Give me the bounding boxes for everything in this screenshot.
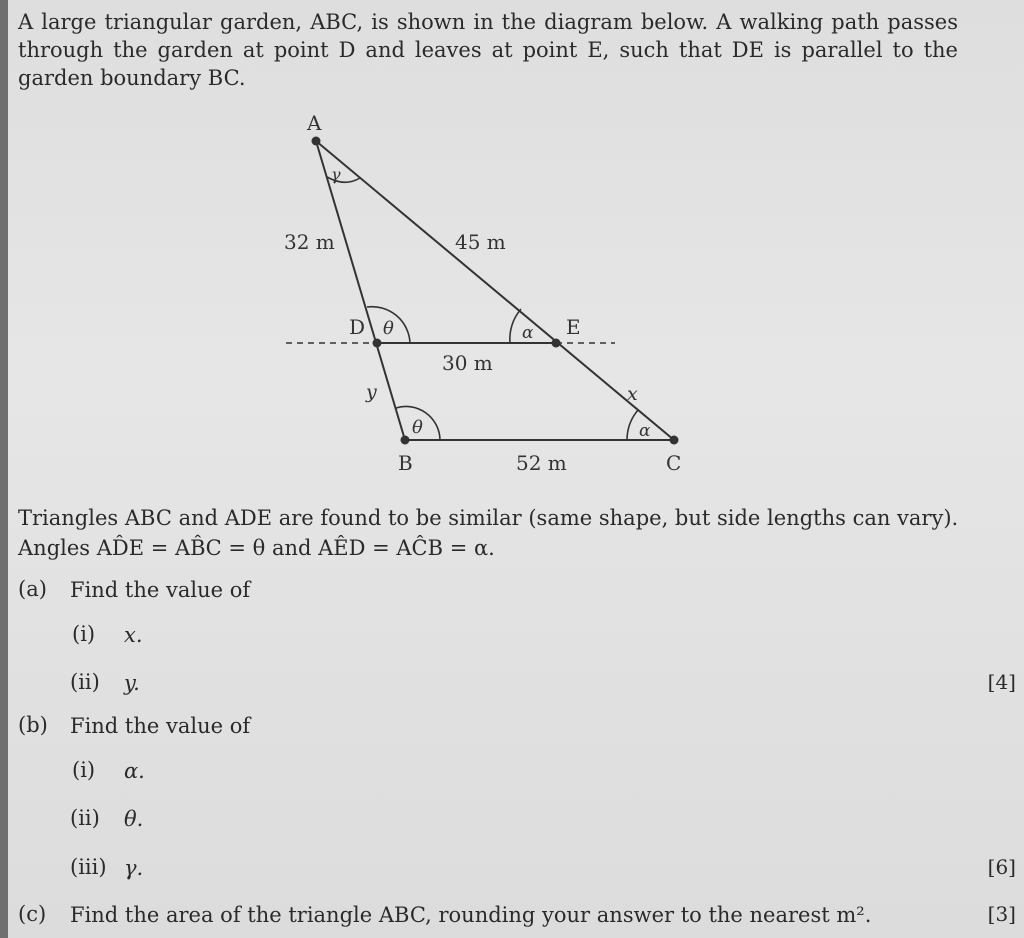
label-angle-alpha-e: α xyxy=(522,323,534,343)
point-b-dot xyxy=(401,436,410,445)
question-a-label: (a) xyxy=(18,577,47,601)
question-a-text: Find the value of xyxy=(70,578,251,602)
question-a-ii-text: y. xyxy=(124,671,140,695)
label-angle-theta-b: θ xyxy=(412,417,423,438)
label-length-bc: 52 m xyxy=(516,451,567,475)
question-b-label: (b) xyxy=(18,713,48,737)
statement-line-1: Triangles ABC and ADE are found to be similar (same shape, but side lengths can vary). xyxy=(18,506,959,530)
point-e-dot xyxy=(552,339,561,348)
angle-arc-alpha-e xyxy=(510,309,521,343)
angle-arc-alpha-c xyxy=(627,410,638,440)
point-a-dot xyxy=(312,137,321,146)
label-length-de: 30 m xyxy=(442,351,493,375)
label-c: C xyxy=(666,451,682,475)
label-d: D xyxy=(349,315,366,339)
question-a-ii-label: (ii) xyxy=(70,670,100,694)
question-a-marks: [4] xyxy=(987,670,1016,694)
question-c-text: Find the area of the triangle ABC, rounding your answer to the nearest m². xyxy=(70,903,872,927)
label-e: E xyxy=(566,315,581,339)
label-length-db: y xyxy=(366,381,377,403)
label-length-ec: x xyxy=(627,383,638,405)
question-b-ii-text: θ. xyxy=(124,807,144,831)
label-angle-alpha-c: α xyxy=(639,421,651,441)
label-angle-theta-d: θ xyxy=(383,318,394,339)
label-length-ae: 45 m xyxy=(455,230,506,254)
question-b-i-text: α. xyxy=(124,759,145,783)
label-length-ad: 32 m xyxy=(284,230,335,254)
question-a-i-text: x. xyxy=(124,623,143,647)
question-b-text: Find the value of xyxy=(70,714,251,738)
intro-paragraph: A large triangular garden, ABC, is shown in the diagram below. A walking path passes through the garden at point D and leaves at point E, such that DE is parallel to the garden boundary BC. xyxy=(18,10,958,90)
question-b-ii-label: (ii) xyxy=(70,806,100,830)
question-b-iii-text: γ. xyxy=(124,856,144,880)
label-angle-gamma: γ xyxy=(331,165,341,184)
statement-line-2: Angles AD̂E = AB̂C = θ and AÊD = AĈB = α. xyxy=(18,536,495,560)
question-c-marks: [3] xyxy=(987,902,1016,926)
side-ab xyxy=(316,141,405,440)
point-c-dot xyxy=(670,436,679,445)
question-a-i-label: (i) xyxy=(72,622,96,646)
label-a: A xyxy=(307,111,322,135)
question-b-i-label: (i) xyxy=(72,758,96,782)
question-b-iii-label: (iii) xyxy=(70,855,107,879)
point-d-dot xyxy=(373,339,382,348)
question-c-label: (c) xyxy=(18,902,47,926)
question-b-marks: [6] xyxy=(987,855,1016,879)
label-b: B xyxy=(398,451,413,475)
